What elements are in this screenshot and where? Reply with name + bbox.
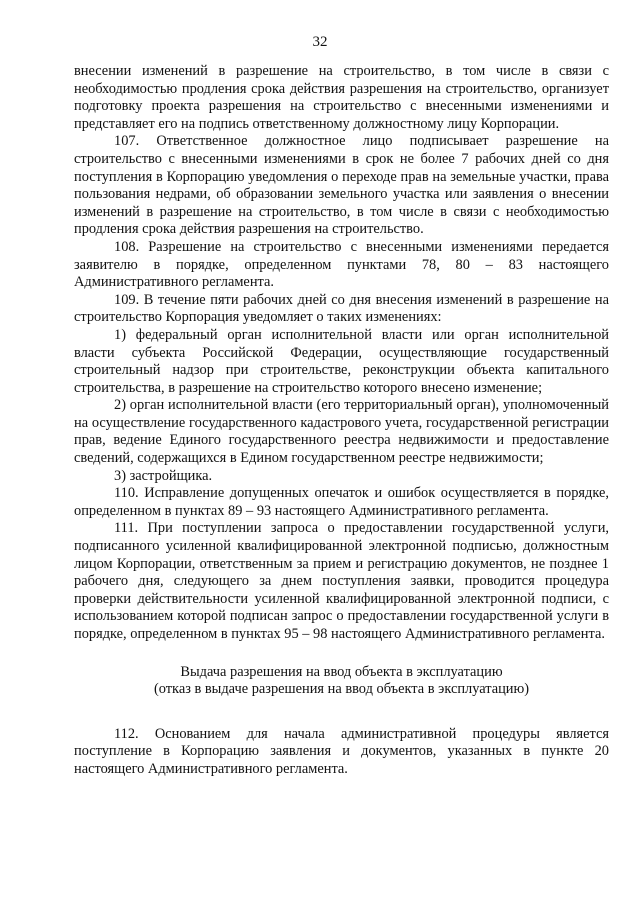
- paragraph-108: 108. Разрешение на строительство с внесенными изменениями передается заявителю в порядке, определенном пунктами 78, 80 – 83 настоящего Административного регламента.: [74, 238, 609, 291]
- document-body: [74, 63, 609, 779]
- paragraph-110: 110. Исправление допущенных опечаток и ошибок осуществляется в порядке, определенном в пунктах 89 – 93 настоящего Административного регламента.: [74, 485, 609, 519]
- list-item-3: 3) застройщика.: [114, 467, 213, 484]
- page-number: 32: [312, 34, 328, 50]
- paragraph-112: 112. Основанием для начала административной процедуры является поступление в Корпорацию заявления и документов, указанных в пункте 20 настоящего Административного регламента.: [74, 725, 609, 777]
- list-item-1: 1) федеральный орган исполнительной власти или орган исполнительной власти субъекта Российской Федерации, осуществляющие государственный строительный надзор при строительстве, реконструкции объекта капитального строительства, в разрешение на строительство которого внесено изменение;: [74, 326, 609, 396]
- paragraph-109: 109. В течение пяти рабочих дней со дня внесения изменений в разрешение на строительство Корпорация уведомляет о таких изменениях:: [74, 291, 609, 326]
- paragraph-107: 107. Ответственное должностное лицо подписывает разрешение на строительство с внесенными изменениями в срок не более 7 рабочих дней со дня поступления в Корпорацию уведомления о переходе прав на земельные участки, права пользования недрами, об образовании земельного участка или заявления о внесении изменений в разрешение на строительство, в том числе в связи с необходимостью продления срока действия разрешения на строительство.: [74, 133, 609, 238]
- spacer: [74, 644, 609, 664]
- section-title-line-1: Выдача разрешения на ввод объекта в эксплуатацию: [180, 663, 503, 680]
- paragraph-continuation: внесении изменений в разрешение на строительство, в том числе в связи с необходимостью продления срока действия разрешения на строительство, организует подготовку проекта разрешения на строительство с внесенными изменениями и представляет его на подпись ответственному должностному лицу Корпорации.: [74, 63, 609, 132]
- paragraph-111: 111. При поступлении запроса о предоставлении государственной услуги, подписанного усиленной квалифицированной электронной подписью, должностным лицом Корпорации, ответственным за прием и регистрацию документов, не позднее 1 рабочего дня, следующего за днем поступления заявки, проводится процедура проверки действительности усиленной квалифицированной электронной подписи, с использованием которой подписан запрос о предоставлении государственной услуги в порядке, определенном в пунктах 95 – 98 настоящего Административного регламента.: [74, 520, 609, 642]
- list-item-2: 2) орган исполнительной власти (его территориальный орган), уполномоченный на осуществление государственного кадастрового учета, государственной регистрации прав, ведение Единого государственного реестра недвижимости и предоставление сведений, содержащихся в Едином государственном реестре недвижимости;: [74, 397, 609, 467]
- spacer: [74, 699, 609, 726]
- section-title-line-2: (отказ в выдаче разрешения на ввод объекта в эксплуатацию): [153, 681, 530, 698]
